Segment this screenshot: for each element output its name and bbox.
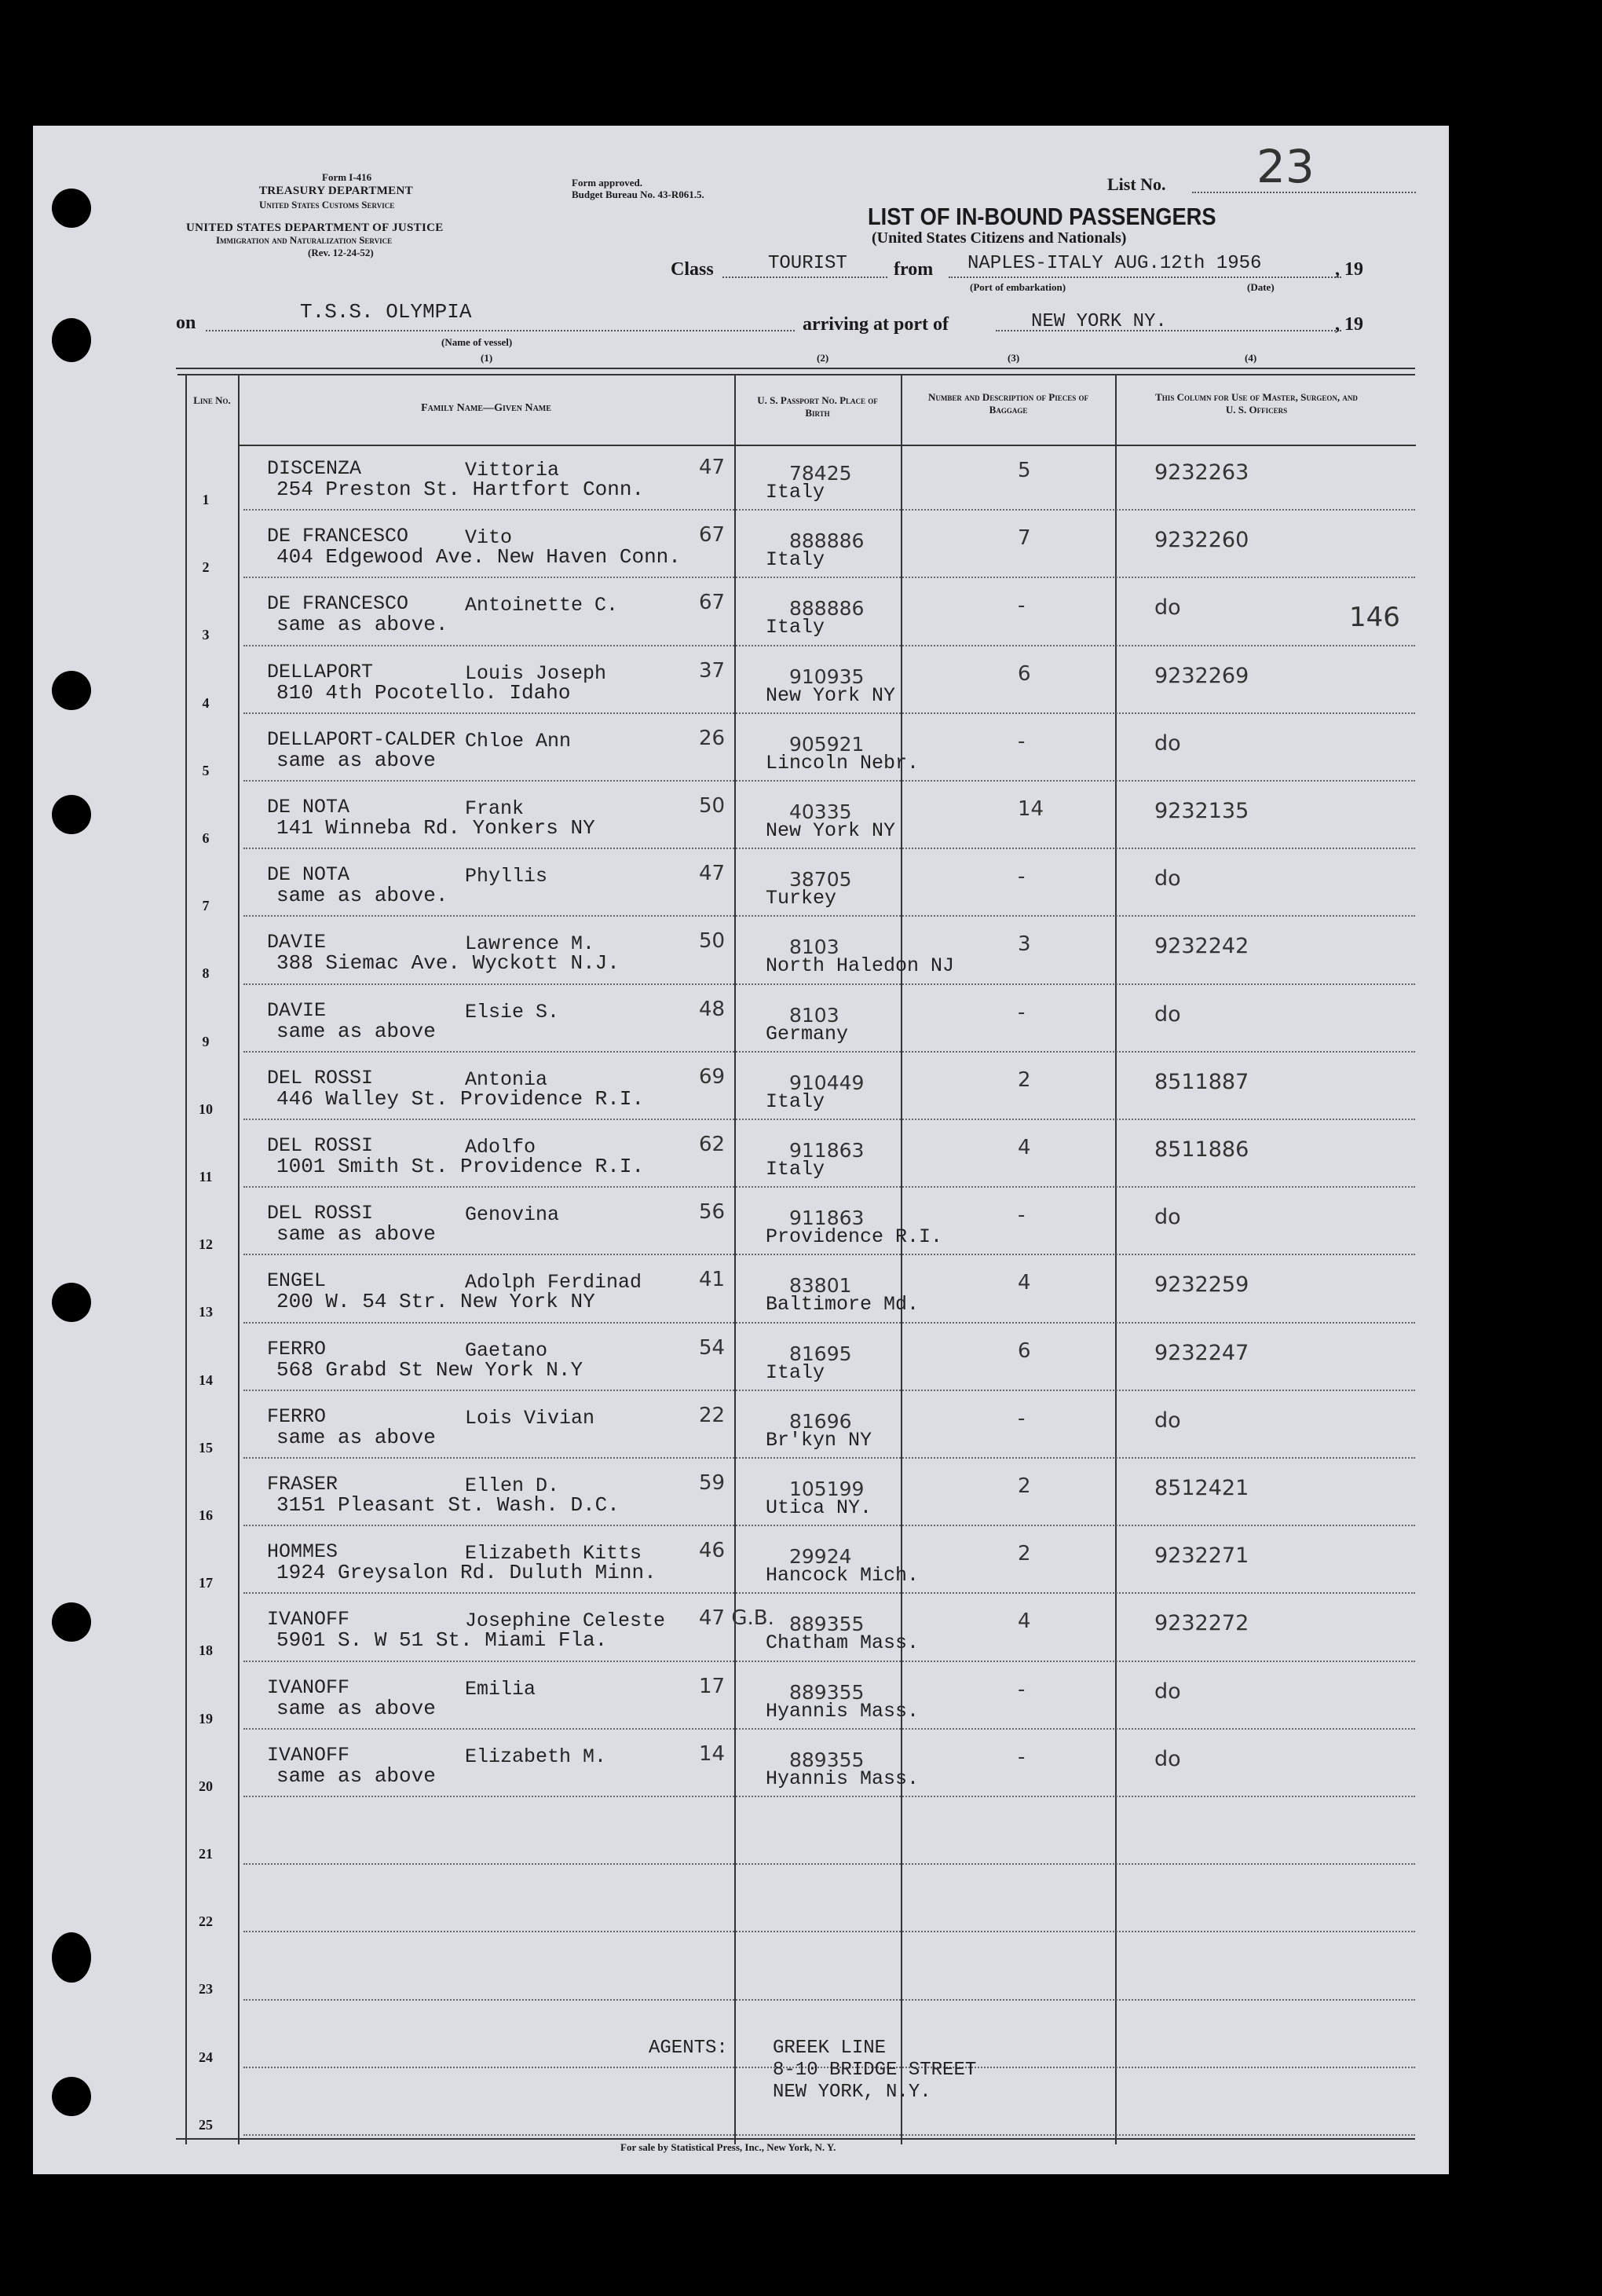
age: 22 xyxy=(699,1403,726,1427)
row-rule xyxy=(243,1796,1415,1797)
baggage-count: 6 xyxy=(1018,661,1031,686)
passport-number: 889355 xyxy=(789,1613,865,1636)
age: 50 xyxy=(699,794,726,818)
given-name: Genovina xyxy=(465,1203,560,1227)
age: 47 G.B. xyxy=(699,1606,774,1631)
age: 67 xyxy=(699,591,726,615)
family-name: ENGEL xyxy=(267,1269,327,1293)
row-rule xyxy=(243,1728,1415,1730)
page-title: LIST OF IN-BOUND PASSENGERS xyxy=(868,203,1216,230)
officer-number: do xyxy=(1154,1679,1181,1704)
family-name: IVANOFF xyxy=(267,1675,350,1699)
row-rule xyxy=(243,1254,1415,1255)
line-number: 16 xyxy=(199,1507,213,1523)
baggage-count: - xyxy=(1018,1203,1026,1228)
address: 446 Walley St. Providence R.I. xyxy=(276,1086,645,1111)
age: 41 xyxy=(699,1268,726,1292)
family-name: DEL ROSSI xyxy=(267,1066,374,1089)
officer-number: 9232260 xyxy=(1154,528,1249,553)
family-name: FERRO xyxy=(267,1404,327,1428)
place-of-birth: Turkey xyxy=(766,887,837,910)
place-of-birth: Italy xyxy=(766,1158,825,1181)
passport-number: 40335 xyxy=(789,800,852,823)
address: 200 W. 54 Str. New York NY xyxy=(276,1290,595,1314)
place-of-birth: Germany xyxy=(766,1022,849,1045)
given-name: Vito xyxy=(465,526,513,550)
passport-number: 889355 xyxy=(789,1748,865,1771)
line-number: 25 xyxy=(199,2116,213,2133)
baggage-count: 4 xyxy=(1018,1136,1031,1159)
baggage-count: 2 xyxy=(1018,1474,1031,1498)
age: 37 xyxy=(699,658,726,683)
place-of-birth: Lincoln Nebr. xyxy=(766,751,920,774)
place-of-birth: Italy xyxy=(766,1360,825,1384)
line-number: 23 xyxy=(199,1981,213,1998)
passport-number: 911863 xyxy=(789,1207,865,1230)
address: same as above xyxy=(276,1763,436,1788)
given-name: Adolph Ferdinad xyxy=(465,1271,642,1294)
line-number: 5 xyxy=(202,762,210,778)
row-rule xyxy=(243,1661,1415,1662)
row-rule xyxy=(243,1999,1415,2001)
officer-number: do xyxy=(1154,731,1181,756)
agents-label: AGENTS: xyxy=(649,2038,728,2059)
place-of-birth: New York NY xyxy=(766,819,896,842)
place-of-birth: New York NY xyxy=(766,683,896,707)
age: 50 xyxy=(699,929,726,954)
column-header-baggage: Number and Description of Pieces of Baggage xyxy=(928,391,1088,416)
row-rule xyxy=(243,712,1415,714)
officer-number: 8511886 xyxy=(1154,1137,1249,1162)
address: 254 Preston St. Hartfort Conn. xyxy=(276,478,645,501)
place-of-birth: Italy xyxy=(766,1089,825,1113)
officer-number: 9232272 xyxy=(1154,1611,1249,1636)
vessel-name-label: (Name of vessel) xyxy=(441,336,513,348)
row-rule xyxy=(243,780,1415,782)
punch-hole xyxy=(52,2077,91,2116)
line-number: 4 xyxy=(202,694,210,711)
officer-number: 9232247 xyxy=(1154,1340,1249,1365)
passport-number: 888886 xyxy=(789,529,865,553)
row-rule xyxy=(243,2134,1415,2136)
agents-line-1: GREEK LINE xyxy=(773,2038,887,2059)
place-of-birth: Providence R.I. xyxy=(766,1225,943,1249)
officer-number: do xyxy=(1154,595,1181,621)
age: 46 xyxy=(699,1539,726,1563)
line-number: 14 xyxy=(199,1371,213,1388)
given-name: Elizabeth M. xyxy=(465,1745,607,1768)
family-name: IVANOFF xyxy=(267,1743,350,1767)
line-number: 17 xyxy=(199,1575,213,1591)
given-name: Josephine Celeste xyxy=(465,1609,666,1633)
baggage-count: - xyxy=(1018,729,1026,753)
address: same as above xyxy=(276,1222,436,1247)
row-rule xyxy=(243,645,1415,646)
age: 47 xyxy=(699,862,726,886)
officer-number: 9232135 xyxy=(1154,799,1249,823)
from-value: NAPLES-ITALY AUG.12th 1956 xyxy=(967,253,1262,274)
given-name: Frank xyxy=(465,797,525,820)
list-no-label: List No. xyxy=(1107,174,1166,194)
family-name: DE FRANCESCO xyxy=(267,592,409,616)
arriving-label: arriving at port of xyxy=(803,314,949,335)
passport-number: 78425 xyxy=(789,462,852,485)
given-name: Elizabeth Kitts xyxy=(465,1542,642,1565)
line-number: 15 xyxy=(199,1439,213,1456)
given-name: Lawrence M. xyxy=(465,932,595,956)
doj-label: UNITED STATES DEPARTMENT OF JUSTICE xyxy=(186,222,444,234)
given-name: Vittoria xyxy=(465,459,560,482)
place-of-birth: Utica NY. xyxy=(766,1496,872,1519)
row-rule xyxy=(243,1457,1415,1459)
place-of-birth: Italy xyxy=(766,481,825,504)
row-rule xyxy=(243,915,1415,917)
line-number: 6 xyxy=(202,830,210,846)
family-name: DE NOTA xyxy=(267,863,350,887)
line-number: 13 xyxy=(199,1304,213,1320)
address: same as above. xyxy=(276,884,448,908)
passport-number: 8103 xyxy=(789,936,839,959)
place-of-birth: Hancock Mich. xyxy=(766,1564,920,1587)
address: 388 Siemac Ave. Wyckott N.J. xyxy=(276,951,620,976)
family-name: DE NOTA xyxy=(267,796,350,818)
given-name: Chloe Ann xyxy=(465,729,572,753)
form-number: Form I-416 xyxy=(322,171,372,183)
baggage-count: 7 xyxy=(1018,526,1031,551)
row-rule xyxy=(243,1525,1415,1526)
list-number: 23 xyxy=(1256,140,1315,193)
line-number: 21 xyxy=(199,1846,213,1862)
class-label: Class xyxy=(671,259,714,280)
passport-number: 911863 xyxy=(789,1139,865,1162)
family-name: DAVIE xyxy=(267,998,327,1022)
age: 14 xyxy=(699,1741,726,1766)
given-name: Antoinette C. xyxy=(465,594,619,617)
place-of-birth: Italy xyxy=(766,548,825,572)
address: 568 Grabd St New York N.Y xyxy=(276,1357,583,1382)
given-name: Emilia xyxy=(465,1677,536,1701)
baggage-count: 2 xyxy=(1018,1542,1031,1566)
officer-number: 9232242 xyxy=(1154,934,1249,959)
line-number: 10 xyxy=(199,1100,213,1117)
agents-line-2: 8-10 BRIDGE STREET xyxy=(773,2060,977,2081)
arrival-port: NEW YORK NY. xyxy=(1031,311,1167,332)
given-name: Phyllis xyxy=(465,865,548,888)
family-name: DELLAPORT-CALDER xyxy=(267,727,456,751)
age: 54 xyxy=(699,1335,726,1360)
line-number: 24 xyxy=(199,2049,213,2065)
officer-number: 9232269 xyxy=(1154,663,1249,688)
line-number: 18 xyxy=(199,1642,213,1659)
officer-number: do xyxy=(1154,1002,1181,1027)
line-number: 3 xyxy=(202,627,210,643)
punch-hole xyxy=(52,671,91,710)
passport-number: 81695 xyxy=(789,1342,852,1365)
family-name: DEL ROSSI xyxy=(267,1134,374,1157)
revision-label: (Rev. 12-24-52) xyxy=(308,247,374,258)
officer-number: 9232259 xyxy=(1154,1273,1249,1298)
baggage-count: - xyxy=(1018,1745,1026,1769)
punch-hole xyxy=(52,1602,91,1642)
class-value: TOURIST xyxy=(768,253,847,274)
address: 810 4th Pocotello. Idaho xyxy=(276,680,571,705)
officer-number: 8512421 xyxy=(1154,1476,1249,1500)
address: 3151 Pleasant St. Wash. D.C. xyxy=(276,1493,620,1517)
place-of-birth: Baltimore Md. xyxy=(766,1293,920,1316)
baggage-count: - xyxy=(1018,1000,1026,1024)
address: same as above xyxy=(276,1019,436,1043)
age: 62 xyxy=(699,1133,726,1156)
vessel-name: T.S.S. OLYMPIA xyxy=(300,300,472,324)
column-number-3: (3) xyxy=(1008,352,1020,364)
line-number: 1 xyxy=(202,492,210,507)
officer-number: do xyxy=(1154,1205,1181,1230)
age: 26 xyxy=(699,726,726,750)
row-rule xyxy=(243,577,1415,578)
column-number-1: (1) xyxy=(481,352,493,364)
row-rule xyxy=(243,1322,1415,1324)
row-rule xyxy=(243,1119,1415,1120)
age: 69 xyxy=(699,1064,726,1089)
passport-number: 105199 xyxy=(789,1478,865,1500)
row-rule xyxy=(243,1051,1415,1053)
age: 56 xyxy=(699,1200,726,1225)
row-rule xyxy=(243,1931,1415,1932)
family-name: DELLAPORT xyxy=(267,660,374,683)
address: 141 Winneba Rd. Yonkers NY xyxy=(276,816,595,840)
column-number-2: (2) xyxy=(817,352,829,364)
form-approved: Form approved. xyxy=(572,177,643,189)
treasury-department: TREASURY DEPARTMENT xyxy=(259,185,413,197)
passport-number: 888886 xyxy=(789,597,865,621)
baggage-count: - xyxy=(1018,865,1026,889)
year-suffix-1: , 19 xyxy=(1335,259,1363,280)
passport-number: 910449 xyxy=(789,1071,865,1094)
officer-number: 9232263 xyxy=(1154,460,1249,485)
line-number: 12 xyxy=(199,1236,213,1253)
on-label: on xyxy=(176,313,196,333)
budget-bureau: Budget Bureau No. 43-R061.5. xyxy=(572,189,704,200)
customs-service: United States Customs Service xyxy=(259,199,395,211)
column-header-officers: This Column for Use of Master, Surgeon, and U. S. Officers xyxy=(1155,391,1358,416)
baggage-count: 4 xyxy=(1018,1271,1031,1295)
address: 404 Edgewood Ave. New Haven Conn. xyxy=(276,545,681,569)
line-number: 9 xyxy=(202,1033,210,1049)
place-of-birth: Chatham Mass. xyxy=(766,1631,920,1655)
column-header-line: Line No. xyxy=(193,394,231,406)
address: same as above xyxy=(276,748,436,772)
place-of-birth: Hyannis Mass. xyxy=(766,1767,920,1790)
family-name: DEL ROSSI xyxy=(267,1202,374,1225)
line-number: 19 xyxy=(199,1710,213,1727)
port-embarkation-label: (Port of embarkation) xyxy=(970,281,1066,293)
baggage-count: - xyxy=(1018,594,1026,618)
address: same as above. xyxy=(276,613,448,637)
given-name: Antonia xyxy=(465,1067,548,1091)
baggage-count: 4 xyxy=(1018,1609,1031,1634)
line-number: 22 xyxy=(199,1913,213,1930)
line-number: 8 xyxy=(202,965,210,982)
address: same as above xyxy=(276,1696,436,1720)
row-rule xyxy=(243,1592,1415,1594)
place-of-birth: Hyannis Mass. xyxy=(766,1699,920,1723)
age: 67 xyxy=(699,523,726,547)
line-number: 2 xyxy=(202,559,210,576)
family-name: DISCENZA xyxy=(267,457,362,480)
row-rule xyxy=(243,983,1415,985)
punch-hole xyxy=(52,318,91,362)
family-name: FRASER xyxy=(267,1473,338,1496)
row-rule xyxy=(243,509,1415,511)
row-rule xyxy=(243,1863,1415,1865)
punch-hole xyxy=(52,795,91,834)
baggage-count: - xyxy=(1018,1677,1026,1701)
page-subtitle: (United States Citizens and Nationals) xyxy=(872,229,1127,247)
punch-hole xyxy=(52,1932,91,1983)
baggage-count: 3 xyxy=(1018,932,1031,957)
given-name: Lois Vivian xyxy=(465,1406,595,1430)
year-suffix-2: , 19 xyxy=(1335,314,1363,335)
family-name: HOMMES xyxy=(267,1540,338,1564)
baggage-count: - xyxy=(1018,1406,1026,1430)
date-label: (Date) xyxy=(1247,281,1275,293)
baggage-count: 2 xyxy=(1018,1067,1031,1092)
family-name: FERRO xyxy=(267,1337,327,1360)
officer-number: 8511887 xyxy=(1154,1069,1249,1094)
officer-number: do xyxy=(1154,1746,1181,1771)
row-rule xyxy=(243,848,1415,849)
place-of-birth: Br'kyn NY xyxy=(766,1428,872,1452)
passport-number: 29924 xyxy=(789,1545,852,1569)
given-name: Elsie S. xyxy=(465,1000,560,1023)
passport-number: 38705 xyxy=(789,868,852,892)
address: 5901 S. W 51 St. Miami Fla. xyxy=(276,1628,608,1653)
column-header-name: Family Name—Given Name xyxy=(421,402,551,414)
passport-number: 905921 xyxy=(789,732,865,756)
line-number: 20 xyxy=(199,1778,213,1794)
place-of-birth: North Haledon NJ xyxy=(766,954,955,978)
given-name: Adolfo xyxy=(465,1136,536,1159)
passport-number: 8103 xyxy=(789,1003,839,1027)
given-name: Ellen D. xyxy=(465,1474,560,1497)
place-of-birth: Italy xyxy=(766,616,825,639)
age: 47 xyxy=(699,456,726,479)
baggage-count: 6 xyxy=(1018,1338,1031,1363)
passport-number: 889355 xyxy=(789,1680,865,1704)
row-rule xyxy=(243,1186,1415,1188)
officer-number: do xyxy=(1154,1408,1181,1433)
age: 17 xyxy=(699,1674,726,1698)
column-header-passport: U. S. Passport No. Place of Birth xyxy=(757,394,878,419)
punch-hole xyxy=(52,1283,91,1322)
baggage-count: 5 xyxy=(1018,459,1031,482)
passport-number: 81696 xyxy=(789,1409,852,1433)
address: 1001 Smith St. Providence R.I. xyxy=(276,1155,645,1178)
family-name: IVANOFF xyxy=(267,1608,350,1631)
given-name: Louis Joseph xyxy=(465,661,607,685)
footer-printer: For sale by Statistical Press, Inc., New York, N. Y. xyxy=(620,2141,836,2153)
family-name: DAVIE xyxy=(267,931,327,954)
row-rule xyxy=(243,1390,1415,1391)
family-name: DE FRANCESCO xyxy=(267,525,409,548)
officer-number: 9232271 xyxy=(1154,1543,1249,1569)
agents-line-3: NEW YORK, N.Y. xyxy=(773,2082,931,2103)
punch-hole xyxy=(52,189,91,228)
passport-number: 83801 xyxy=(789,1274,852,1298)
line-number: 7 xyxy=(202,898,210,914)
from-label: from xyxy=(894,259,934,280)
officer-number: do xyxy=(1154,866,1181,892)
baggage-count: 14 xyxy=(1018,797,1044,821)
age: 59 xyxy=(699,1471,726,1495)
address: same as above xyxy=(276,1425,436,1449)
age: 48 xyxy=(699,997,726,1021)
column-number-4: (4) xyxy=(1245,352,1257,364)
address: 1924 Greysalon Rd. Duluth Minn. xyxy=(276,1561,657,1585)
passport-number: 910935 xyxy=(789,665,865,688)
ins-label: Immigration and Naturalization Service xyxy=(216,234,393,246)
side-note: 146 xyxy=(1349,602,1400,633)
given-name: Gaetano xyxy=(465,1338,548,1362)
line-number: 11 xyxy=(199,1169,213,1185)
